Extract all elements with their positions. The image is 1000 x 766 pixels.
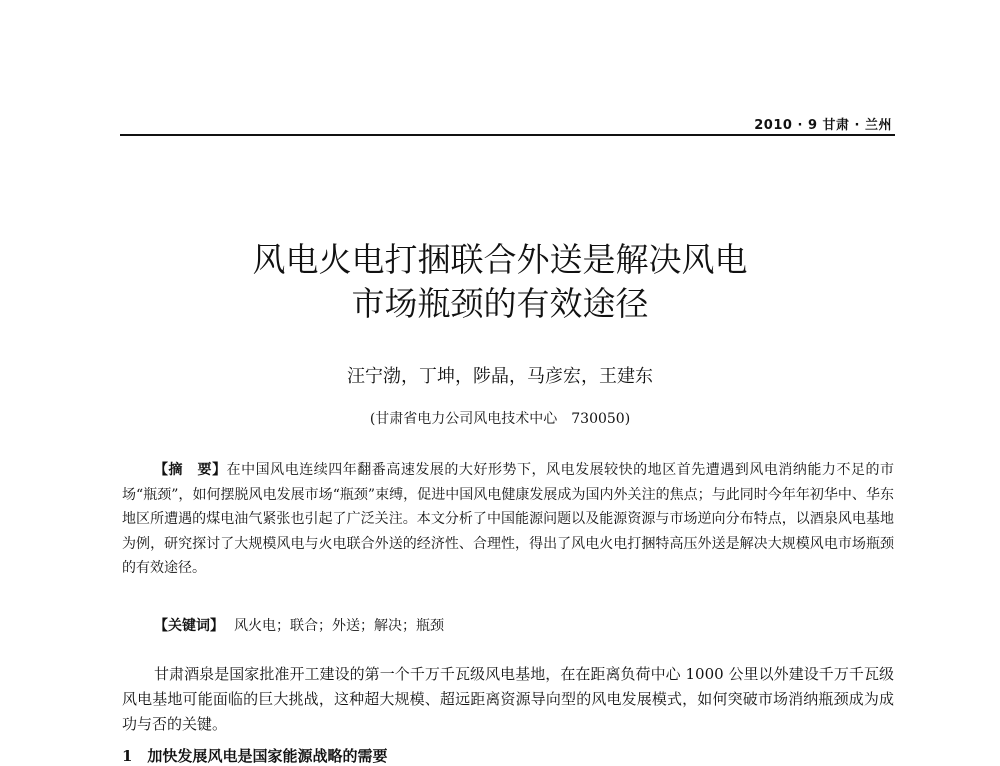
abstract-text: 在中国风电连续四年翻番高速发展的大好形势下，风电发展较快的地区首先遭遇到风电消纳能力不足的市场“瓶颈”，如何摆脱风电发展市场“瓶颈”束缚，促进中国风电健康发展成为国内外关注的焦点；与此同时今年年初华中、华东地区所遭遇的煤电油气紧张也引起了广泛关注。本文分析了中国能源问题以及能源资源与市场逆向分布特点，以酒泉风电基地为例，研究探讨了大规模风电与火电联合外送的经济性、合理性，得出了风电火电打捆特高压外送是解决大规模风电市场瓶颈的有效途径。 (122, 462, 895, 577)
paper-title-line-1: 风电火电打捆联合外送是解决风电 (252, 240, 748, 279)
abstract (122, 458, 894, 581)
keywords (154, 615, 894, 635)
journal-header: 2010 · 9 甘肃 · 兰州 (754, 118, 892, 133)
header-rule (120, 134, 895, 136)
keywords-label: 【关键词】 (154, 618, 224, 634)
body-paragraph: 甘肃酒泉是国家批准开工建设的第一个千万千瓦级风电基地，在在距离负荷中心 1000 公里以外建设千万千瓦级风电基地可能面临的巨大挑战，这种超大规模、超远距离资源导向型的风电发展模式，如何突破市场消纳瓶颈成为成功与否的关键。 (122, 665, 894, 733)
paper-title-line-2: 市场瓶颈的有效途径 (351, 284, 649, 323)
author-list: 汪宁渤，丁坤，陟晶，马彦宏，王建东 (347, 366, 653, 387)
keywords-text: 风火电；联合；外送；解决；瓶颈 (234, 618, 444, 634)
paper-title (0, 238, 1000, 326)
section-heading: 1 加快发展风电是国家能源战略的需要 (122, 747, 388, 765)
affiliation: (甘肃省电力公司风电技术中心 730050) (369, 411, 631, 427)
abstract-label: 【摘 要】 (154, 462, 227, 478)
